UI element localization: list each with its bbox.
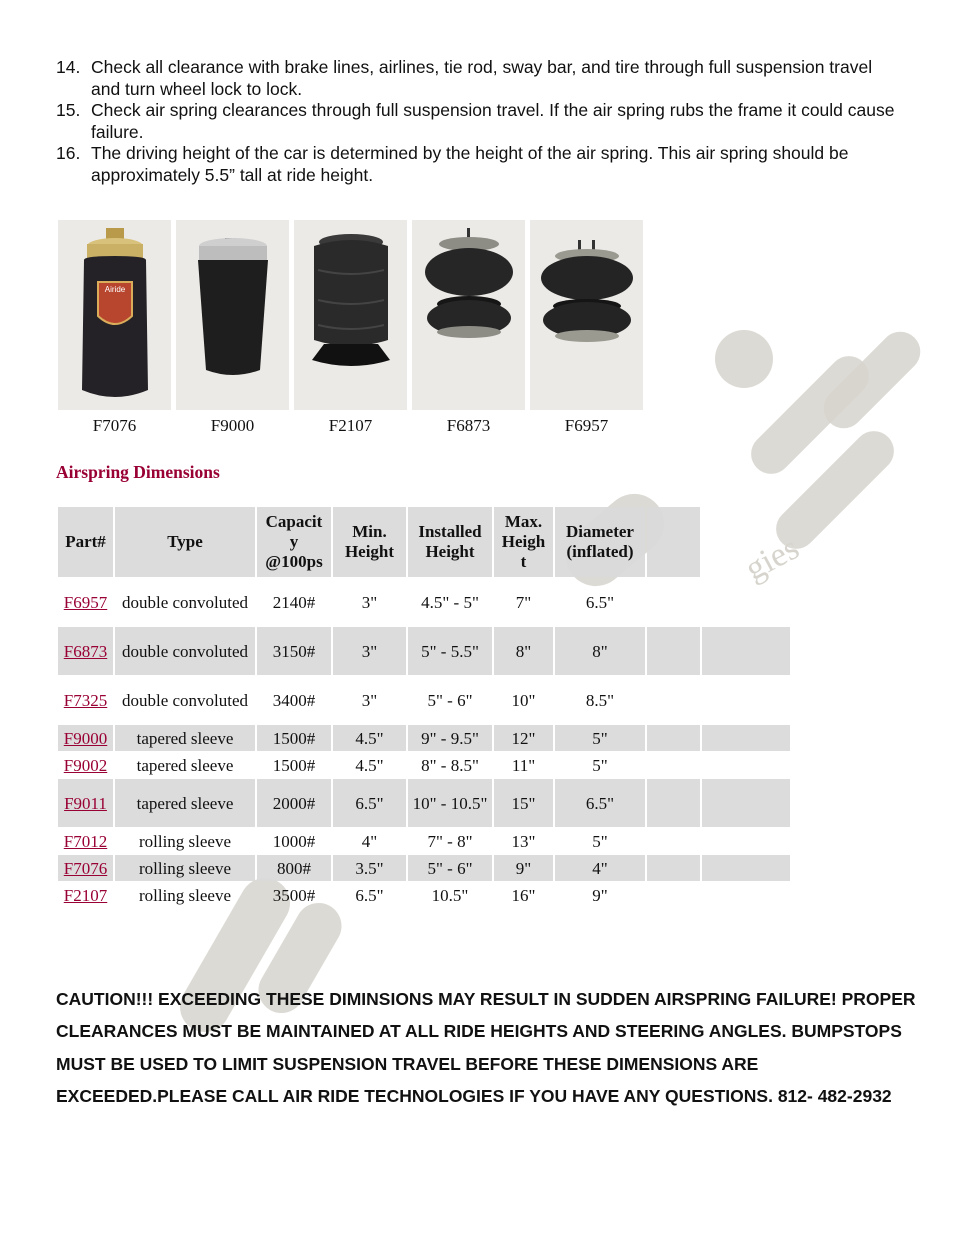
part-link[interactable]: F9000 bbox=[63, 728, 108, 748]
type-cell: rolling sleeve bbox=[138, 885, 232, 905]
column-header: Max. Heigh t bbox=[494, 507, 553, 577]
instruction-text: Check all clearance with brake lines, airlines, tie rod, sway bar, and tire through full suspension travel and turn wheel lock to lock. bbox=[91, 57, 873, 99]
table-row bbox=[58, 882, 790, 908]
empty-cell bbox=[647, 882, 700, 908]
type-cell: tapered sleeve bbox=[115, 779, 255, 827]
part-link[interactable]: F6873 bbox=[63, 641, 108, 661]
empty-cell bbox=[647, 725, 700, 751]
part-cell bbox=[58, 627, 113, 675]
diameter-cell: 9" bbox=[592, 885, 608, 905]
min-height-cell: 6.5" bbox=[355, 885, 384, 905]
max-height-cell: 7" bbox=[515, 592, 532, 612]
capacity-cell: 2140# bbox=[272, 592, 316, 612]
min-height-cell: 4.5" bbox=[333, 725, 406, 751]
product-caption: F7076 bbox=[92, 416, 137, 435]
max-height-cell: 13" bbox=[511, 831, 536, 851]
type-cell: double convoluted bbox=[121, 592, 249, 612]
part-cell bbox=[58, 882, 113, 908]
empty-cell bbox=[702, 725, 790, 751]
caution-notice: CAUTION!!! EXCEEDING THESE DIMINSIONS MAY RESULT IN SUDDEN AIRSPRING FAILURE! PROPER CLEARANCES MUST BE MAINTAINED AT ALL RIDE HEIGHTS AND STEERING ANGLES. BUMPSTOPS MUST BE USED TO LIMIT SUSPENSION TRAVEL BEFORE THESE DIMENSIONS ARE EXCEEDED.PLEASE CALL AIR RIDE TECHNOLOGIES IF YOU HAVE ANY QUESTIONS. 812- 482-2932 bbox=[56, 989, 916, 1106]
double-convoluted-airspring-photo bbox=[530, 220, 643, 410]
capacity-cell: 2000# bbox=[257, 779, 331, 827]
instruction-number: 16. bbox=[56, 143, 81, 163]
min-height-cell: 3" bbox=[361, 592, 378, 612]
part-cell bbox=[58, 752, 113, 778]
part-link[interactable]: F7076 bbox=[63, 858, 108, 878]
diameter-cell: 5" bbox=[592, 755, 608, 775]
empty-cell bbox=[647, 828, 700, 854]
empty-cell bbox=[702, 779, 790, 827]
column-header: Part# bbox=[58, 507, 113, 577]
part-cell bbox=[58, 676, 113, 724]
double-convoluted-airspring-photo bbox=[412, 220, 525, 410]
empty-cell bbox=[647, 779, 700, 827]
min-height-cell: 3.5" bbox=[333, 855, 406, 881]
max-height-cell: 8" bbox=[494, 627, 553, 675]
part-cell bbox=[58, 578, 113, 626]
table-row bbox=[58, 676, 790, 724]
table-row bbox=[58, 725, 790, 751]
table-row bbox=[58, 855, 790, 881]
max-height-cell: 11" bbox=[511, 755, 536, 775]
installed-height-cell: 5" - 6" bbox=[408, 855, 492, 881]
type-cell: rolling sleeve bbox=[115, 855, 255, 881]
airide-badge-text: Airide bbox=[104, 285, 126, 294]
capacity-cell: 1500# bbox=[257, 725, 331, 751]
instruction-text: The driving height of the car is determined by the height of the air spring. This air spring should be approximately 5.5” tall at ride height. bbox=[91, 143, 849, 185]
capacity-cell: 1000# bbox=[272, 831, 316, 851]
installed-height-cell: 9" - 9.5" bbox=[408, 725, 492, 751]
diameter-cell: 5" bbox=[555, 725, 645, 751]
tapered-sleeve-airspring-photo bbox=[176, 220, 289, 410]
part-link[interactable]: F9011 bbox=[64, 793, 107, 813]
installed-height-cell: 8" - 8.5" bbox=[421, 755, 479, 775]
empty-cell bbox=[647, 855, 700, 881]
empty-cell bbox=[647, 578, 700, 626]
capacity-cell: 3150# bbox=[257, 627, 331, 675]
diameter-cell: 5" bbox=[592, 831, 608, 851]
table-header-row bbox=[58, 507, 790, 577]
diameter-cell: 6.5" bbox=[585, 592, 615, 612]
empty-header-cell bbox=[647, 507, 700, 577]
table-row bbox=[58, 828, 790, 854]
instruction-list bbox=[56, 57, 906, 186]
installed-height-cell: 5" - 5.5" bbox=[408, 627, 492, 675]
min-height-cell: 4.5" bbox=[355, 755, 384, 775]
installed-height-cell: 10" - 10.5" bbox=[408, 779, 492, 827]
part-cell bbox=[58, 855, 113, 881]
part-link[interactable]: F6957 bbox=[63, 592, 108, 612]
part-link[interactable]: F7012 bbox=[63, 831, 108, 851]
rolling-sleeve-airspring-photo bbox=[294, 220, 407, 410]
diameter-cell: 4" bbox=[555, 855, 645, 881]
product-caption: F9000 bbox=[210, 416, 255, 435]
min-height-cell: 6.5" bbox=[333, 779, 406, 827]
part-link[interactable]: F2107 bbox=[63, 885, 108, 905]
installed-height-cell: 5" - 6" bbox=[427, 690, 473, 710]
capacity-cell: 3500# bbox=[272, 885, 316, 905]
type-cell: rolling sleeve bbox=[138, 831, 232, 851]
table-row bbox=[58, 627, 790, 675]
max-height-cell: 12" bbox=[494, 725, 553, 751]
empty-cell bbox=[647, 676, 700, 724]
type-cell: double convoluted bbox=[115, 627, 255, 675]
type-cell: double convoluted bbox=[121, 690, 249, 710]
column-header: Capacit y @100ps bbox=[257, 507, 331, 577]
instruction-text: Check air spring clearances through full suspension travel. If the air spring rubs the frame it could cause failure. bbox=[91, 100, 895, 142]
max-height-cell: 9" bbox=[494, 855, 553, 881]
instruction-item bbox=[56, 100, 906, 143]
column-header: Diameter (inflated) bbox=[555, 507, 645, 577]
table-row bbox=[58, 752, 790, 778]
capacity-cell: 800# bbox=[257, 855, 331, 881]
empty-cell bbox=[647, 752, 700, 778]
min-height-cell: 3" bbox=[361, 690, 378, 710]
instruction-number: 14. bbox=[56, 57, 81, 77]
min-height-cell: 4" bbox=[361, 831, 378, 851]
column-header: Min. Height bbox=[333, 507, 406, 577]
part-cell bbox=[58, 779, 113, 827]
type-cell: tapered sleeve bbox=[115, 725, 255, 751]
max-height-cell: 10" bbox=[511, 690, 536, 710]
capacity-cell: 3400# bbox=[272, 690, 316, 710]
part-cell bbox=[58, 828, 113, 854]
part-link[interactable]: F9002 bbox=[63, 755, 108, 775]
min-height-cell: 3" bbox=[333, 627, 406, 675]
diameter-cell: 8.5" bbox=[585, 690, 615, 710]
instruction-item bbox=[56, 143, 906, 186]
product-caption: F6957 bbox=[564, 416, 609, 435]
table-row bbox=[58, 779, 790, 827]
instruction-number: 15. bbox=[56, 100, 81, 120]
instruction-item bbox=[56, 57, 906, 100]
installed-height-cell: 10.5" bbox=[431, 885, 469, 905]
empty-cell bbox=[702, 855, 790, 881]
part-link[interactable]: F7325 bbox=[63, 690, 108, 710]
empty-cell bbox=[702, 627, 790, 675]
max-height-cell: 15" bbox=[494, 779, 553, 827]
column-header: Type bbox=[115, 507, 255, 577]
table-row bbox=[58, 578, 790, 626]
product-caption: F6873 bbox=[446, 416, 491, 435]
diameter-cell: 8" bbox=[555, 627, 645, 675]
max-height-cell: 16" bbox=[511, 885, 536, 905]
airspring-dimensions-table bbox=[56, 506, 792, 909]
capacity-cell: 1500# bbox=[272, 755, 316, 775]
type-cell: tapered sleeve bbox=[136, 755, 234, 775]
installed-height-cell: 7" - 8" bbox=[427, 831, 473, 851]
empty-cell bbox=[647, 627, 700, 675]
rolling-sleeve-airspring-photo bbox=[58, 220, 171, 410]
column-header: Installed Height bbox=[408, 507, 492, 577]
section-title: Airspring Dimensions bbox=[56, 462, 220, 482]
product-caption: F2107 bbox=[328, 416, 373, 435]
diameter-cell: 6.5" bbox=[555, 779, 645, 827]
installed-height-cell: 4.5" - 5" bbox=[421, 592, 479, 612]
part-cell bbox=[58, 725, 113, 751]
